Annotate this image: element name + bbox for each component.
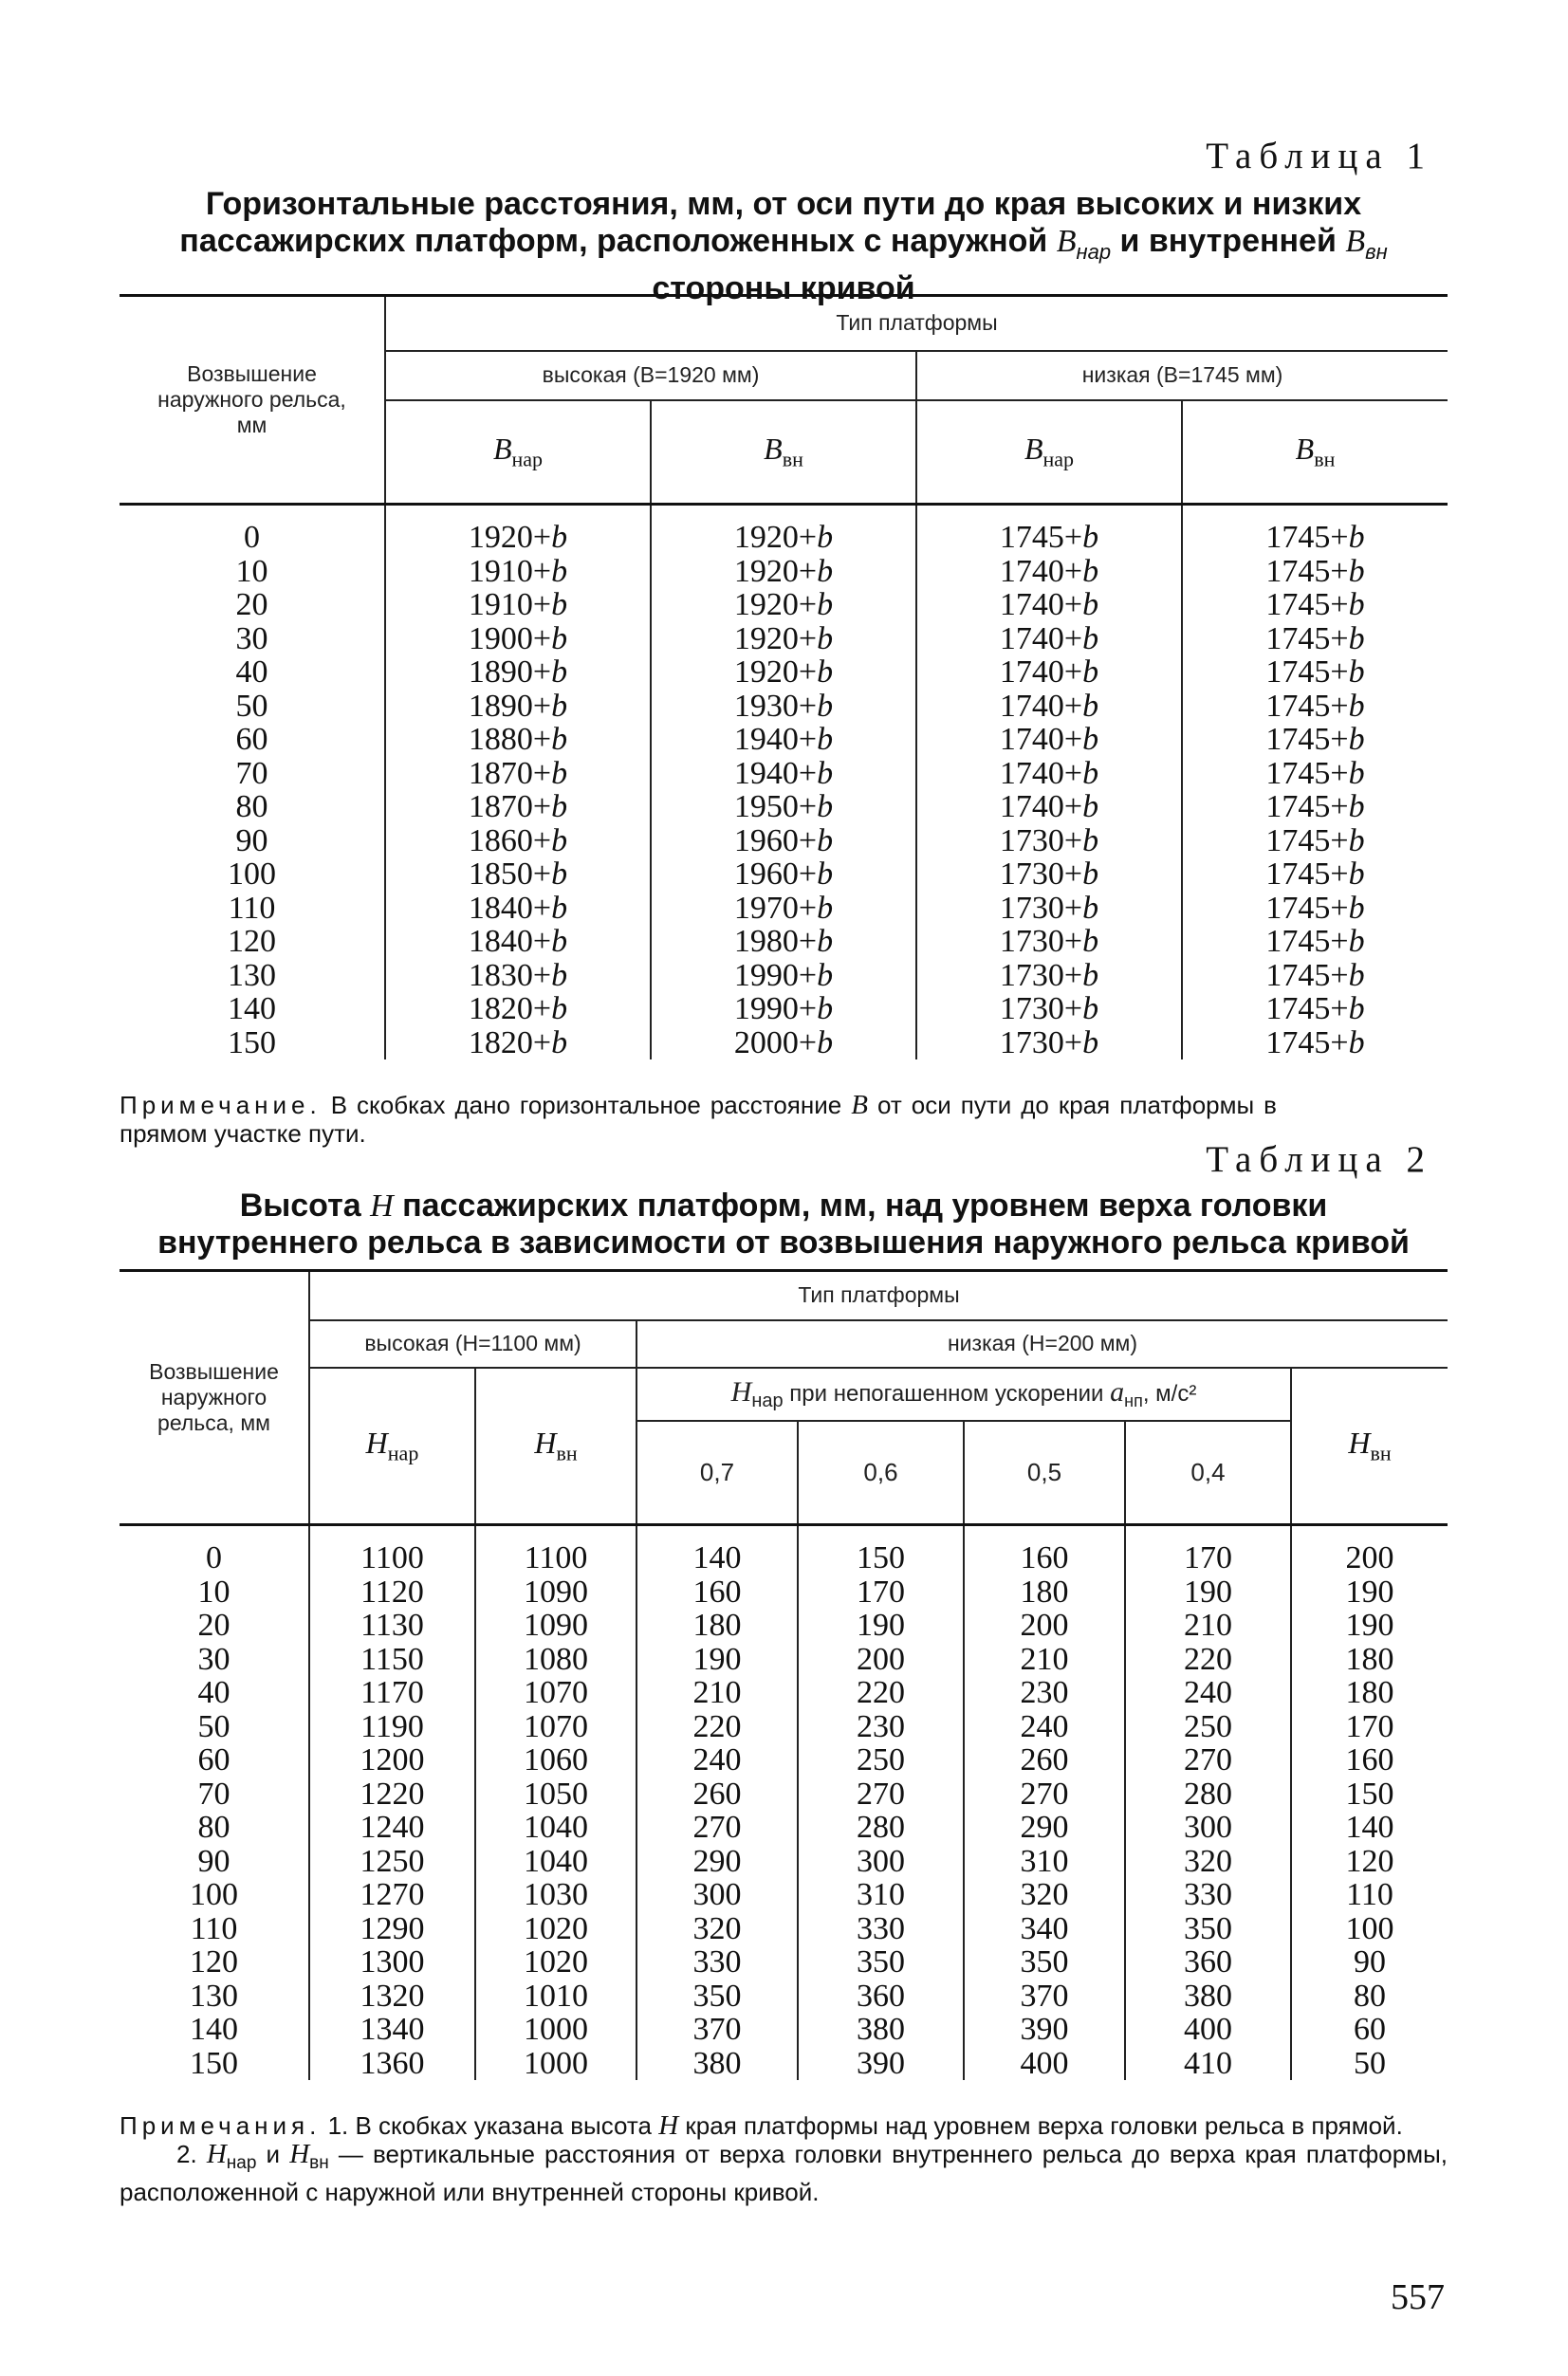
- table1-cell: 1745+b: [1182, 588, 1448, 622]
- table2-cell: 30: [197, 1641, 231, 1677]
- table1-cell: 1740+b: [916, 655, 1182, 690]
- table2-cell: 320: [1125, 1845, 1291, 1879]
- table2-cell: 110: [1291, 1878, 1448, 1912]
- table2-cell: 330: [1125, 1878, 1291, 1912]
- table2-cell: 170: [798, 1575, 964, 1610]
- table1-title: [120, 186, 1448, 307]
- table2-header-h-vn-high: $H_{вн}$: [475, 1368, 636, 1525]
- table2-header-low: низкая (H=200 мм): [636, 1320, 1448, 1368]
- table1-cell: 150: [228, 1024, 276, 1060]
- table2-body: [120, 1525, 1448, 2081]
- table2-cell: 1220: [309, 1777, 475, 1812]
- table2: [120, 1269, 1448, 2080]
- table2-cell: 120: [1291, 1845, 1448, 1879]
- table1-cell: 30: [235, 620, 268, 656]
- table1-cell: 1980+b: [651, 925, 916, 959]
- table2-cell: 270: [798, 1777, 964, 1812]
- table1-header-b-nar-low: $B_{нар}$: [916, 400, 1182, 505]
- table2-cell: 350: [1125, 1912, 1291, 1946]
- table1-cell: 1990+b: [651, 959, 916, 993]
- table1-cell: 1740+b: [916, 723, 1182, 757]
- table1-title-line2: пассажирских платформ, расположенных с наружной $B_{нар}$ и внутренней $B_{вн}$: [179, 223, 1388, 264]
- table2-cell: 140: [636, 1525, 798, 1575]
- table2-cell: 100: [190, 1877, 238, 1912]
- table1-cell: 70: [235, 755, 268, 791]
- table2-cell: 140: [190, 2012, 238, 2047]
- table1-cell: 1860+b: [385, 824, 651, 858]
- table2-cell: 380: [798, 2013, 964, 2047]
- table2-cell: 210: [1125, 1609, 1291, 1643]
- table2-row: [120, 1609, 1448, 1643]
- table2-cell: 220: [1125, 1643, 1291, 1677]
- table2-cell: 1000: [475, 2013, 636, 2047]
- page-number: 557: [1391, 2277, 1445, 2317]
- table2-cell: 190: [636, 1643, 798, 1677]
- table2-cell: 50: [197, 1708, 231, 1744]
- table2-cell: 190: [1291, 1609, 1448, 1643]
- table1-cell: 20: [235, 587, 268, 622]
- table1-body: [120, 505, 1448, 1060]
- table1-row: [120, 824, 1448, 858]
- table1-cell: 1745+b: [1182, 857, 1448, 892]
- table1-cell: 1745+b: [1182, 655, 1448, 690]
- table2-cell: 1150: [309, 1643, 475, 1677]
- table1-cell: 1890+b: [385, 690, 651, 724]
- table1-row: [120, 723, 1448, 757]
- table2-header-elevation: Возвышение наружного рельса, мм: [120, 1271, 309, 1525]
- table1-cell: 100: [228, 856, 276, 892]
- table2-cell: 90: [1291, 1945, 1448, 1980]
- table2-cell: 250: [798, 1743, 964, 1777]
- table2-cell: 1050: [475, 1777, 636, 1812]
- table1-cell: 80: [235, 789, 268, 824]
- table2-cell: 1060: [475, 1743, 636, 1777]
- table2-row: [120, 1811, 1448, 1845]
- table1-cell: 50: [235, 688, 268, 724]
- table1-cell: 1730+b: [916, 857, 1182, 892]
- table1-cell: 1740+b: [916, 555, 1182, 589]
- table2-cell: 330: [798, 1912, 964, 1946]
- table2-cell: 210: [964, 1643, 1125, 1677]
- table1-cell: 110: [228, 890, 276, 926]
- table2-cell: 190: [798, 1609, 964, 1643]
- table2-title: [120, 1188, 1448, 1262]
- table2-cell: 1040: [475, 1811, 636, 1845]
- table1-row: [120, 690, 1448, 724]
- table2-cell: 70: [197, 1776, 231, 1812]
- table2-cell: 160: [1291, 1743, 1448, 1777]
- table2-cell: 350: [636, 1980, 798, 2014]
- table2-note-1: Примечания. 1. В скобках указана высота H края платформы над уровнем верха головки рельса в прямой.: [120, 2110, 1403, 2141]
- table1-cell: 1910+b: [385, 555, 651, 589]
- table1-row: [120, 622, 1448, 656]
- table2-cell: 400: [964, 2047, 1125, 2081]
- table1-cell: 0: [244, 520, 260, 555]
- table1-cell: 1745+b: [1182, 992, 1448, 1026]
- table1-cell: 1920+b: [651, 505, 916, 555]
- table2-row: [120, 1525, 1448, 1575]
- table2-cell: 1010: [475, 1980, 636, 2014]
- table1-row: [120, 757, 1448, 791]
- table1-cell: 1950+b: [651, 790, 916, 824]
- table2-header-high: высокая (H=1100 мм): [309, 1320, 636, 1368]
- table2-cell: 50: [1291, 2047, 1448, 2081]
- table1-cell: 1890+b: [385, 655, 651, 690]
- table2-cell: 340: [964, 1912, 1125, 1946]
- table2-cell: 130: [190, 1978, 238, 2014]
- table1-cell: 140: [228, 991, 276, 1026]
- table1-cell: 90: [235, 822, 268, 858]
- table1-cell: 1930+b: [651, 690, 916, 724]
- table1-cell: 1740+b: [916, 690, 1182, 724]
- table2-cell: 230: [798, 1710, 964, 1744]
- table2-cell: 1020: [475, 1912, 636, 1946]
- table2-note-2: 2. $H_{нар}$ и $H_{вн}$ — вертикальные расстояния от верха головки внутреннего рельса до верха края платформы, расположенной с наружной или внутренней стороны кривой.: [120, 2139, 1448, 2207]
- table2-cell: 1090: [475, 1609, 636, 1643]
- table2-cell: 380: [636, 2047, 798, 2081]
- table1-header-b-vn-low: $B_{вн}$: [1182, 400, 1448, 505]
- table1-cell: 1740+b: [916, 588, 1182, 622]
- table2-cell: 330: [636, 1945, 798, 1980]
- table2-header-h-nar-accel: $H_{нар}$ при непогашенном ускорении $a_{нп}$, м/с²: [636, 1368, 1291, 1421]
- table1-cell: 1940+b: [651, 723, 916, 757]
- table1-cell: 1730+b: [916, 959, 1182, 993]
- table1-cell: 1920+b: [651, 622, 916, 656]
- table2-header-h-vn-low: $H_{вн}$: [1291, 1368, 1448, 1525]
- table1-cell: 60: [235, 722, 268, 757]
- table2-cell: 310: [964, 1845, 1125, 1879]
- table2-cell: 350: [798, 1945, 964, 1980]
- table1-cell: 1745+b: [1182, 723, 1448, 757]
- table1-cell: 1730+b: [916, 925, 1182, 959]
- table2-title-line1: Высота H пассажирских платформ, мм, над уровнем верха головки: [239, 1188, 1328, 1224]
- table2-cell: 200: [1291, 1525, 1448, 1575]
- table1-header-low: низкая (B=1745 мм): [916, 351, 1448, 400]
- table1-cell: 1850+b: [385, 857, 651, 892]
- table1-header-b-nar-high: $B_{нар}$: [385, 400, 651, 505]
- table2-cell: 280: [1125, 1777, 1291, 1812]
- table2-cell: 60: [1291, 2013, 1448, 2047]
- table2-cell: 200: [964, 1609, 1125, 1643]
- table1-cell: 1745+b: [1182, 622, 1448, 656]
- table2-cell: 210: [636, 1676, 798, 1710]
- table1-row: [120, 959, 1448, 993]
- table2-cell: 290: [636, 1845, 798, 1879]
- table2-cell: 1240: [309, 1811, 475, 1845]
- table2-cell: 260: [636, 1777, 798, 1812]
- table1-row: [120, 992, 1448, 1026]
- table1-title-line3: стороны кривой: [652, 269, 915, 306]
- table1-cell: 1730+b: [916, 892, 1182, 926]
- table1-cell: 1745+b: [1182, 555, 1448, 589]
- table2-cell: 180: [1291, 1643, 1448, 1677]
- table1-cell: 1970+b: [651, 892, 916, 926]
- table2-cell: 260: [964, 1743, 1125, 1777]
- table2-row: [120, 1743, 1448, 1777]
- table2-cell: 220: [798, 1676, 964, 1710]
- table1-cell: 1920+b: [651, 655, 916, 690]
- table2-cell: 350: [964, 1945, 1125, 1980]
- table1-cell: 1730+b: [916, 992, 1182, 1026]
- table2-cell: 370: [636, 2013, 798, 2047]
- table2-row: [120, 1710, 1448, 1744]
- table2-cell: 60: [197, 1742, 231, 1777]
- table2-row: [120, 1575, 1448, 1610]
- table1-cell: 1745+b: [1182, 959, 1448, 993]
- table2-cell: 380: [1125, 1980, 1291, 2014]
- table2-cell: 1130: [309, 1609, 475, 1643]
- table2-cell: 190: [1291, 1575, 1448, 1610]
- table2-row: [120, 1676, 1448, 1710]
- table1-cell: 120: [228, 924, 276, 959]
- table1-cell: 1900+b: [385, 622, 651, 656]
- table2-cell: 1100: [309, 1525, 475, 1575]
- table2-cell: 1300: [309, 1945, 475, 1980]
- table1-cell: 1740+b: [916, 622, 1182, 656]
- table2-cell: 390: [964, 2013, 1125, 2047]
- table1-cell: 1940+b: [651, 757, 916, 791]
- table2-cell: 100: [1291, 1912, 1448, 1946]
- table1-header-elevation: Возвышение наружного рельса, мм: [120, 296, 385, 505]
- table1-cell: 1870+b: [385, 757, 651, 791]
- table2-cell: 1200: [309, 1743, 475, 1777]
- table1-cell: 1730+b: [916, 824, 1182, 858]
- table2-header-platform-type: Тип платформы: [309, 1271, 1448, 1320]
- table1-cell: 1840+b: [385, 925, 651, 959]
- table2-cell: 140: [1291, 1811, 1448, 1845]
- table1-cell: 10: [235, 553, 268, 589]
- table2-notes: [120, 2111, 1448, 2206]
- table2-cell: 1000: [475, 2047, 636, 2081]
- table2-header-accel-0-7: 0,7: [636, 1421, 798, 1525]
- table2-cell: 240: [636, 1743, 798, 1777]
- table2-cell: 230: [964, 1676, 1125, 1710]
- table2-cell: 240: [964, 1710, 1125, 1744]
- table2-cell: 120: [190, 1944, 238, 1980]
- table2-cell: 150: [798, 1525, 964, 1575]
- table2-cell: 300: [798, 1845, 964, 1879]
- table2-header-accel-0-5: 0,5: [964, 1421, 1125, 1525]
- table2-cell: 390: [798, 2047, 964, 2081]
- table2-cell: 1250: [309, 1845, 475, 1879]
- table2-cell: 300: [1125, 1811, 1291, 1845]
- table1-cell: 1960+b: [651, 857, 916, 892]
- table1-header-b-vn-high: $B_{вн}$: [651, 400, 916, 505]
- table1-cell: 1745+b: [1182, 690, 1448, 724]
- table1-header-high: высокая (B=1920 мм): [385, 351, 916, 400]
- table2-cell: 180: [1291, 1676, 1448, 1710]
- table1-caption: Таблица 1: [1206, 136, 1432, 176]
- table1-cell: 1870+b: [385, 790, 651, 824]
- table1-cell: 1960+b: [651, 824, 916, 858]
- table1-row: [120, 555, 1448, 589]
- table2-cell: 360: [798, 1980, 964, 2014]
- table2-header-accel-0-4: 0,4: [1125, 1421, 1291, 1525]
- table1-cell: 1745+b: [1182, 892, 1448, 926]
- table2-cell: 180: [964, 1575, 1125, 1610]
- table2-cell: 160: [964, 1525, 1125, 1575]
- table1-cell: 1745+b: [1182, 824, 1448, 858]
- table2-cell: 200: [798, 1643, 964, 1677]
- table1-row: [120, 790, 1448, 824]
- table2-row: [120, 1945, 1448, 1980]
- table1-title-line1: Горизонтальные расстояния, мм, от оси пути до края высоких и низких: [205, 186, 1362, 222]
- table2-cell: 1270: [309, 1878, 475, 1912]
- table2-cell: 270: [964, 1777, 1125, 1812]
- table2-caption: Таблица 2: [1206, 1139, 1432, 1180]
- table2-cell: 220: [636, 1710, 798, 1744]
- table2-cell: 270: [636, 1811, 798, 1845]
- table2-cell: 150: [1291, 1777, 1448, 1812]
- table1-cell: 1840+b: [385, 892, 651, 926]
- table1-cell: 1920+b: [651, 555, 916, 589]
- table2-cell: 1080: [475, 1643, 636, 1677]
- table2-cell: 320: [964, 1878, 1125, 1912]
- table2-cell: 160: [636, 1575, 798, 1610]
- table1-row: [120, 892, 1448, 926]
- table2-cell: 40: [197, 1675, 231, 1710]
- table2-row: [120, 2047, 1448, 2081]
- table1-cell: 1920+b: [385, 505, 651, 555]
- table2-row: [120, 1777, 1448, 1812]
- table2-cell: 80: [197, 1810, 231, 1845]
- table2-cell: 280: [798, 1811, 964, 1845]
- table1-cell: 1820+b: [385, 1026, 651, 1060]
- table2-title-line2: внутреннего рельса в зависимости от возвышения наружного рельса кривой: [157, 1225, 1410, 1261]
- table2-cell: 170: [1291, 1710, 1448, 1744]
- table2-cell: 1360: [309, 2047, 475, 2081]
- table1-header-platform-type: Тип платформы: [385, 296, 1448, 351]
- table2-cell: 1170: [309, 1676, 475, 1710]
- table2-cell: 110: [190, 1910, 238, 1946]
- table2-cell: 240: [1125, 1676, 1291, 1710]
- table1: [120, 294, 1448, 1059]
- table2-cell: 150: [190, 2045, 238, 2081]
- table1-row: [120, 1026, 1448, 1060]
- table1-cell: 40: [235, 654, 268, 690]
- table2-cell: 360: [1125, 1945, 1291, 1980]
- table1-cell: 1830+b: [385, 959, 651, 993]
- table2-cell: 20: [197, 1608, 231, 1643]
- table2-cell: 1320: [309, 1980, 475, 2014]
- table1-cell: 2000+b: [651, 1026, 916, 1060]
- table1-row: [120, 588, 1448, 622]
- table2-cell: 1030: [475, 1878, 636, 1912]
- table1-cell: 1745+b: [1182, 925, 1448, 959]
- table2-cell: 1340: [309, 2013, 475, 2047]
- table2-cell: 400: [1125, 2013, 1291, 2047]
- table1-cell: 1745+b: [1182, 757, 1448, 791]
- table2-cell: 300: [636, 1878, 798, 1912]
- table2-cell: 370: [964, 1980, 1125, 2014]
- table2-cell: 190: [1125, 1575, 1291, 1610]
- table2-cell: 410: [1125, 2047, 1291, 2081]
- table2-cell: 1020: [475, 1945, 636, 1980]
- table2-header-h-nar-high: $H_{нар}$: [309, 1368, 475, 1525]
- table1-cell: 1745+b: [1182, 505, 1448, 555]
- table2-cell: 1070: [475, 1676, 636, 1710]
- table2-cell: 320: [636, 1912, 798, 1946]
- table2-cell: 1100: [475, 1525, 636, 1575]
- table1-row: [120, 505, 1448, 555]
- table1-cell: 130: [228, 957, 276, 993]
- table2-cell: 1290: [309, 1912, 475, 1946]
- table2-row: [120, 1643, 1448, 1677]
- table2-header-accel-0-6: 0,6: [798, 1421, 964, 1525]
- table1-cell: 1745+b: [1182, 1026, 1448, 1060]
- table2-cell: 80: [1291, 1980, 1448, 2014]
- table2-cell: 1190: [309, 1710, 475, 1744]
- table2-row: [120, 1878, 1448, 1912]
- table1-cell: 1880+b: [385, 723, 651, 757]
- table1-cell: 1745+b: [916, 505, 1182, 555]
- table1-cell: 1820+b: [385, 992, 651, 1026]
- table1-note: Примечание. В скобках дано горизонтальное расстояние B от оси пути до края платформы в прямом участке пути.: [120, 1090, 1277, 1148]
- table2-cell: 10: [197, 1574, 231, 1610]
- table2-cell: 0: [206, 1540, 222, 1575]
- table1-cell: 1990+b: [651, 992, 916, 1026]
- table1-cell: 1740+b: [916, 790, 1182, 824]
- table1-cell: 1740+b: [916, 757, 1182, 791]
- table1-row: [120, 925, 1448, 959]
- table1-cell: 1745+b: [1182, 790, 1448, 824]
- table2-cell: 180: [636, 1609, 798, 1643]
- table2-row: [120, 1912, 1448, 1946]
- table1-cell: 1910+b: [385, 588, 651, 622]
- table2-cell: 270: [1125, 1743, 1291, 1777]
- table2-row: [120, 1980, 1448, 2014]
- table2-cell: 1120: [309, 1575, 475, 1610]
- table2-cell: 1070: [475, 1710, 636, 1744]
- table2-cell: 1090: [475, 1575, 636, 1610]
- table1-row: [120, 857, 1448, 892]
- table2-cell: 250: [1125, 1710, 1291, 1744]
- table2-cell: 290: [964, 1811, 1125, 1845]
- table1-row: [120, 655, 1448, 690]
- table2-row: [120, 2013, 1448, 2047]
- table2-cell: 90: [197, 1843, 231, 1879]
- table2-cell: 1040: [475, 1845, 636, 1879]
- table2-cell: 170: [1125, 1525, 1291, 1575]
- table1-cell: 1920+b: [651, 588, 916, 622]
- table2-row: [120, 1845, 1448, 1879]
- table2-cell: 310: [798, 1878, 964, 1912]
- table1-cell: 1730+b: [916, 1026, 1182, 1060]
